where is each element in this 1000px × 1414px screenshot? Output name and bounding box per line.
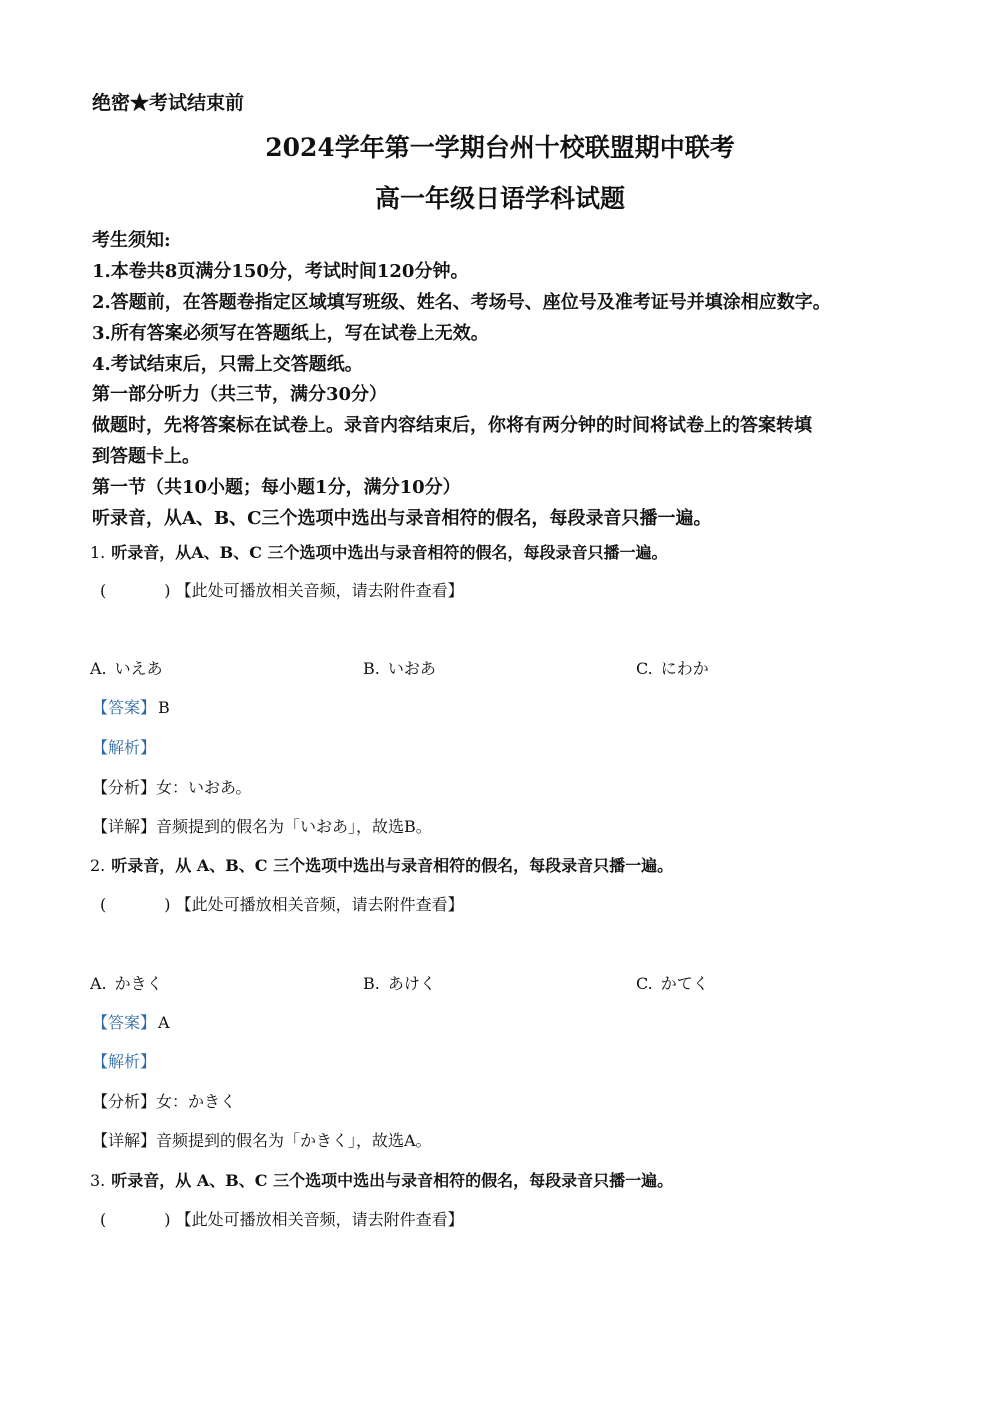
question-prompt — [90, 1168, 673, 1191]
answer-blank — [100, 1207, 464, 1230]
audio-note: 【此处可播放相关音频，请去附件查看】 — [175, 895, 464, 914]
exam-subtitle: 高一年级日语学科试题 — [374, 184, 625, 213]
part1-instruction: 到答题卡上。 — [92, 446, 200, 467]
analysis-fenxi: 【分析】女：いおあ。 — [92, 778, 252, 797]
question-prompt — [90, 540, 668, 563]
answer-line — [92, 1010, 170, 1033]
notice-heading: 考生须知: — [92, 230, 171, 251]
option-label: B. — [363, 974, 380, 993]
audio-note: 【此处可播放相关音频，请去附件查看】 — [175, 581, 464, 600]
answer-value: B — [158, 698, 170, 717]
option-text: いえあ — [114, 659, 163, 678]
option-text: いおあ — [387, 659, 436, 678]
paren-open: ( — [100, 895, 107, 914]
notice-item: 3.所有答案必须写在答题纸上，写在试卷上无效。 — [92, 323, 489, 344]
option-label: B. — [363, 659, 380, 678]
section-instruction: 听录音，从A、B、C三个选项中选出与录音相符的假名，每段录音只播一遍。 — [92, 508, 712, 529]
analysis-label: 【解析】 — [92, 738, 157, 757]
paren-close: ) — [164, 581, 171, 600]
notice-item: 2.答题前，在答题卷指定区域填写班级、姓名、考场号、座位号及准考证号并填涂相应数字。 — [92, 292, 831, 313]
confidential-mark: 绝密★考试结束前 — [92, 92, 245, 114]
paren-close: ) — [164, 895, 171, 914]
option-label: A. — [90, 974, 107, 993]
question-text: 听录音，从A、B、C 三个选项中选出与录音相符的假名，每段录音只播一遍。 — [111, 543, 668, 562]
option-a — [90, 971, 163, 994]
question-number: 2. — [90, 856, 106, 875]
audio-note: 【此处可播放相关音频，请去附件查看】 — [175, 1210, 464, 1229]
answer-blank — [100, 892, 464, 915]
analysis-xiangjie: 【详解】音频提到的假名为「いおあ」，故选B。 — [92, 817, 432, 836]
option-text: あけく — [387, 974, 436, 993]
option-label: A. — [90, 659, 107, 678]
option-text: にわか — [660, 659, 709, 678]
analysis-fenxi: 【分析】女：かきく — [92, 1092, 237, 1111]
answer-label: 【答案】 — [92, 1013, 157, 1032]
option-text: かきく — [114, 974, 163, 993]
option-b — [363, 971, 436, 994]
option-a — [90, 656, 163, 679]
paren-open: ( — [100, 581, 107, 600]
section-heading: 第一节（共10小题；每小题1分，满分10分） — [92, 477, 461, 498]
notice-item: 4.考试结束后，只需上交答题纸。 — [92, 354, 363, 375]
answer-label: 【答案】 — [92, 698, 157, 717]
option-label: C. — [636, 974, 653, 993]
option-c — [636, 971, 709, 994]
answer-blank — [100, 578, 464, 601]
answer-value: A — [158, 1013, 170, 1032]
analysis-xiangjie: 【详解】音频提到的假名为「かきく」，故选A。 — [92, 1131, 432, 1150]
option-text: かてく — [660, 974, 709, 993]
part1-heading: 第一部分听力（共三节，满分30分） — [92, 384, 388, 405]
paren-close: ) — [164, 1210, 171, 1229]
part1-instruction: 做题时，先将答案标在试卷上。录音内容结束后，你将有两分钟的时间将试卷上的答案转填 — [92, 415, 812, 436]
exam-title: 2024学年第一学期台州十校联盟期中联考 — [265, 133, 735, 162]
option-label: C. — [636, 659, 653, 678]
question-number: 1. — [90, 543, 106, 562]
notice-item: 1.本卷共8页满分150分，考试时间120分钟。 — [92, 261, 469, 282]
question-number: 3. — [90, 1171, 106, 1190]
option-b — [363, 656, 436, 679]
option-c — [636, 656, 709, 679]
question-text: 听录音，从 A、B、C 三个选项中选出与录音相符的假名，每段录音只播一遍。 — [111, 856, 674, 875]
analysis-label: 【解析】 — [92, 1052, 157, 1071]
question-text: 听录音，从 A、B、C 三个选项中选出与录音相符的假名，每段录音只播一遍。 — [111, 1171, 674, 1190]
question-prompt — [90, 853, 673, 876]
answer-line — [92, 695, 170, 718]
paren-open: ( — [100, 1210, 107, 1229]
